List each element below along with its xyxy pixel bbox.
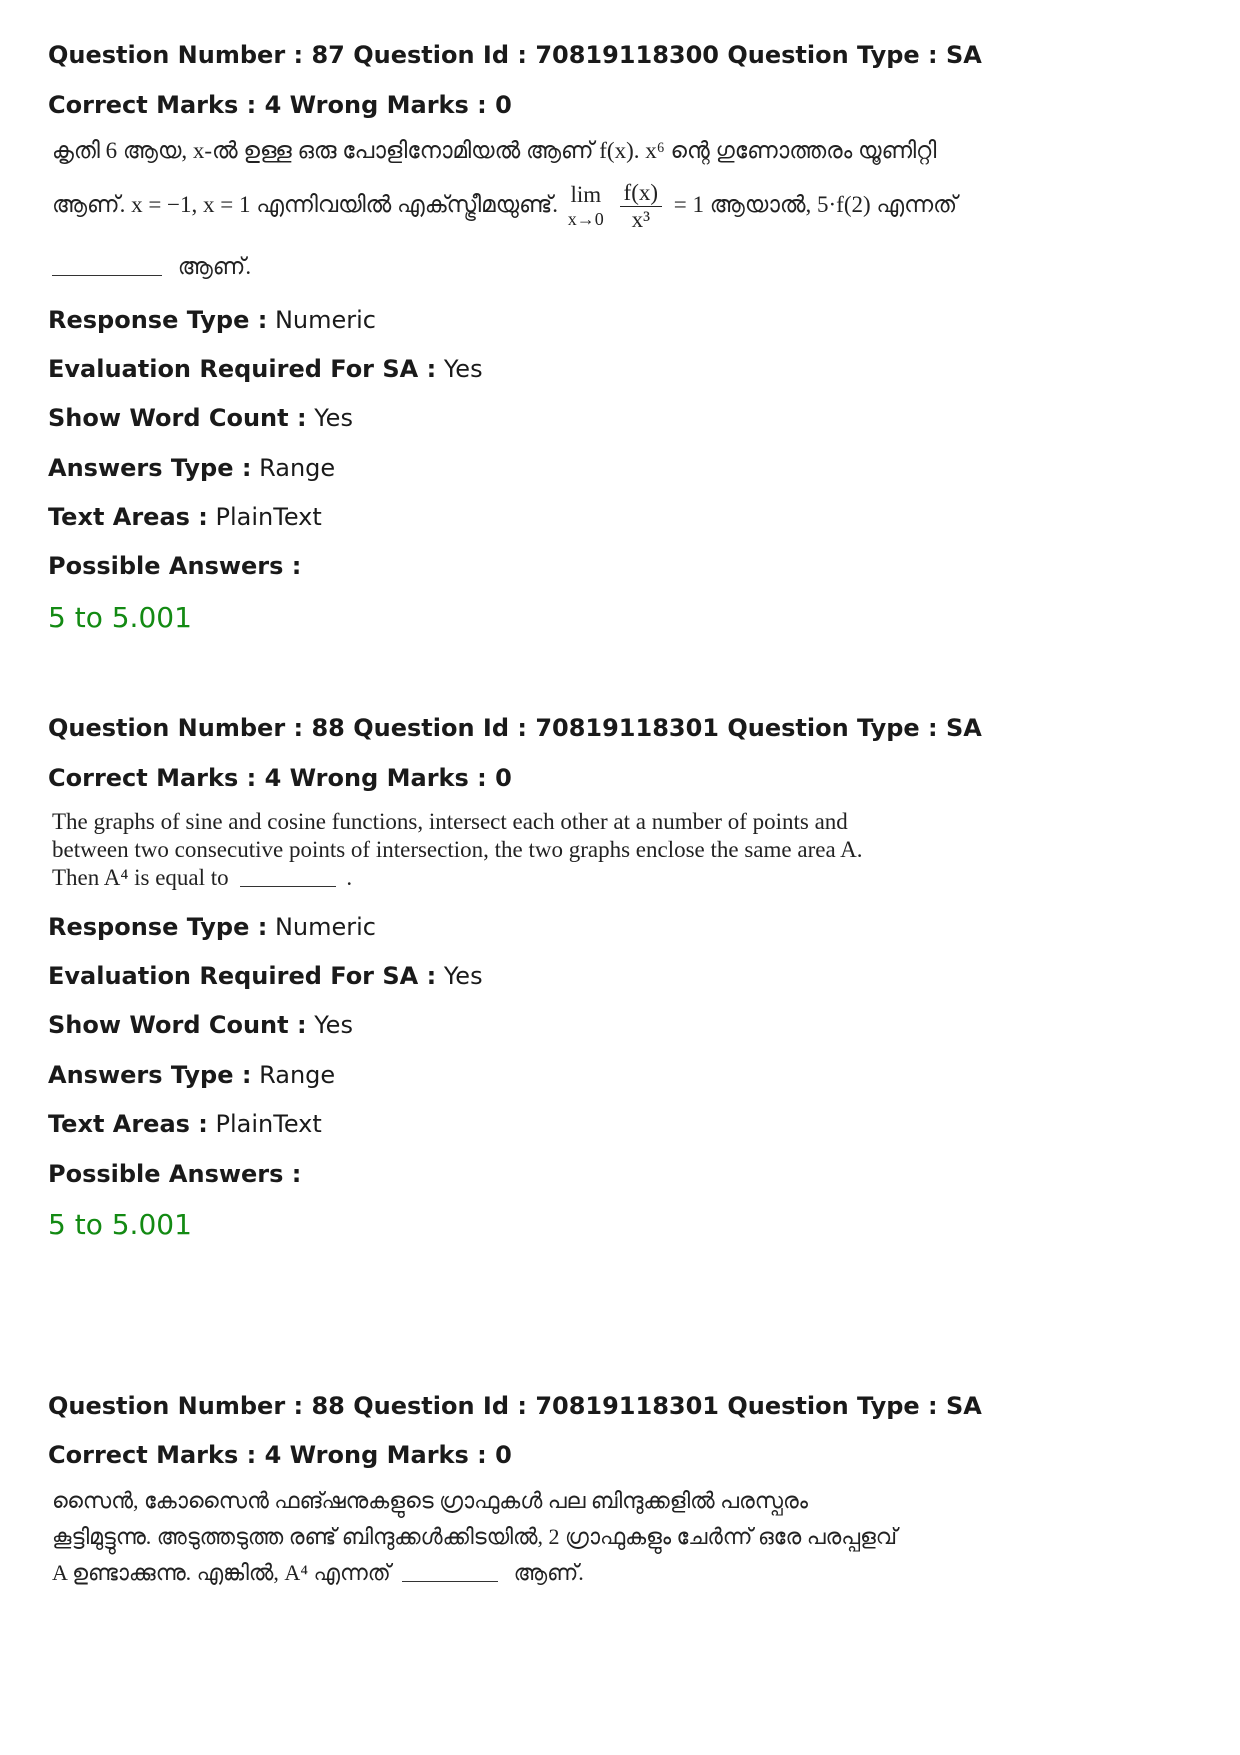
field-label: Show Word Count : [48, 404, 307, 432]
field-show-word-count [48, 1010, 353, 1040]
question-text-line: Then A⁴ is equal to . [52, 865, 353, 890]
question-text-line: കൃതി 6 ആയ, x-ൽ ഉള്ള ഒരു പോളിനോമിയൽ ആണ് f(x). x⁶ ന്റെ ഗുണോത്തരം യൂണിറ്റി [52, 138, 937, 163]
question-marks: Correct Marks : 4 Wrong Marks : 0 [48, 1441, 512, 1469]
field-value: Yes [443, 962, 483, 990]
field-label: Possible Answers : [48, 1160, 302, 1188]
field-value: Yes [314, 1011, 353, 1039]
answer-blank [52, 275, 162, 276]
fraction-numerator: f(x) [620, 180, 662, 207]
field-text-areas [48, 1109, 322, 1139]
field-value: Numeric [274, 306, 376, 334]
field-value: Numeric [274, 913, 376, 941]
field-label: Answers Type : [48, 1061, 252, 1089]
text-segment: = 1 ആയാൽ, 5·f(2) എന്നത് [673, 191, 958, 217]
answer-blank [240, 886, 336, 887]
field-value: PlainText [215, 1110, 322, 1138]
text-segment: Then A⁴ is equal to [52, 865, 229, 890]
question-header: Question Number : 88 Question Id : 70819118301 Question Type : SA [48, 714, 982, 742]
text-segment: A ഉണ്ടാക്കുന്നു. എങ്കിൽ, A⁴ എന്നത് [52, 1560, 391, 1585]
lim-subscript: x→0 [567, 208, 604, 229]
field-possible-answers [48, 551, 301, 581]
field-value: Range [259, 1061, 336, 1089]
field-show-word-count [48, 403, 353, 433]
question-text-line [52, 254, 251, 280]
field-answers-type [48, 1060, 335, 1090]
question-text-line [52, 180, 957, 233]
field-label: Show Word Count : [48, 1011, 307, 1039]
fraction [620, 180, 662, 233]
lim-word: lim [570, 181, 602, 207]
field-label: Response Type : [48, 913, 268, 941]
question-marks: Correct Marks : 4 Wrong Marks : 0 [48, 764, 512, 792]
field-label: Evaluation Required For SA : [48, 355, 437, 383]
question-text-line: between two consecutive points of intersection, the two graphs enclose the same area A. [52, 837, 863, 862]
field-response-type [48, 912, 376, 942]
field-answers-type [48, 453, 335, 483]
field-text-areas [48, 502, 322, 532]
field-value: Yes [443, 355, 483, 383]
question-marks: Correct Marks : 4 Wrong Marks : 0 [48, 91, 512, 119]
possible-answer: 5 to 5.001 [48, 1208, 192, 1241]
question-text-line [52, 1560, 584, 1586]
field-evaluation-required [48, 961, 483, 991]
field-label: Response Type : [48, 306, 268, 334]
question-header: Question Number : 87 Question Id : 70819118300 Question Type : SA [48, 41, 982, 69]
field-label: Evaluation Required For SA : [48, 962, 437, 990]
field-evaluation-required [48, 354, 483, 384]
field-possible-answers [48, 1159, 301, 1189]
text-segment: ആണ്. x = −1, x = 1 എന്നിവയിൽ എക്സ്ട്രീമയുണ്ട്. [52, 191, 559, 217]
limit-expression [568, 183, 604, 231]
question-header: Question Number : 88 Question Id : 70819118301 Question Type : SA [48, 1392, 982, 1420]
field-response-type [48, 305, 376, 335]
field-value: Yes [314, 404, 353, 432]
field-label: Text Areas : [48, 503, 208, 531]
text-segment: ആണ്. [513, 1560, 584, 1585]
field-label: Possible Answers : [48, 552, 302, 580]
question-text-line: കൂട്ടിമുട്ടുന്നു. അടുത്തടുത്ത രണ്ട് ബിന്ദുക്കൾക്കിടയിൽ, 2 ഗ്രാഫുകളും ചേർന്ന് ഒരേ പരപ്പളവ് [52, 1524, 898, 1549]
text-segment: ആണ്. [177, 254, 252, 279]
possible-answer: 5 to 5.001 [48, 601, 192, 634]
field-label: Text Areas : [48, 1110, 208, 1138]
field-label: Answers Type : [48, 454, 252, 482]
fraction-denominator: x³ [631, 207, 650, 232]
answer-blank [402, 1581, 498, 1582]
question-text-line: സൈൻ, കോസൈൻ ഫങ്ഷനുകളുടെ ഗ്രാഫുകൾ പല ബിന്ദുക്കളിൽ പരസ്പരം [52, 1488, 808, 1513]
question-text-line: The graphs of sine and cosine functions, intersect each other at a number of points and [52, 809, 848, 834]
field-value: PlainText [215, 503, 322, 531]
field-value: Range [259, 454, 336, 482]
